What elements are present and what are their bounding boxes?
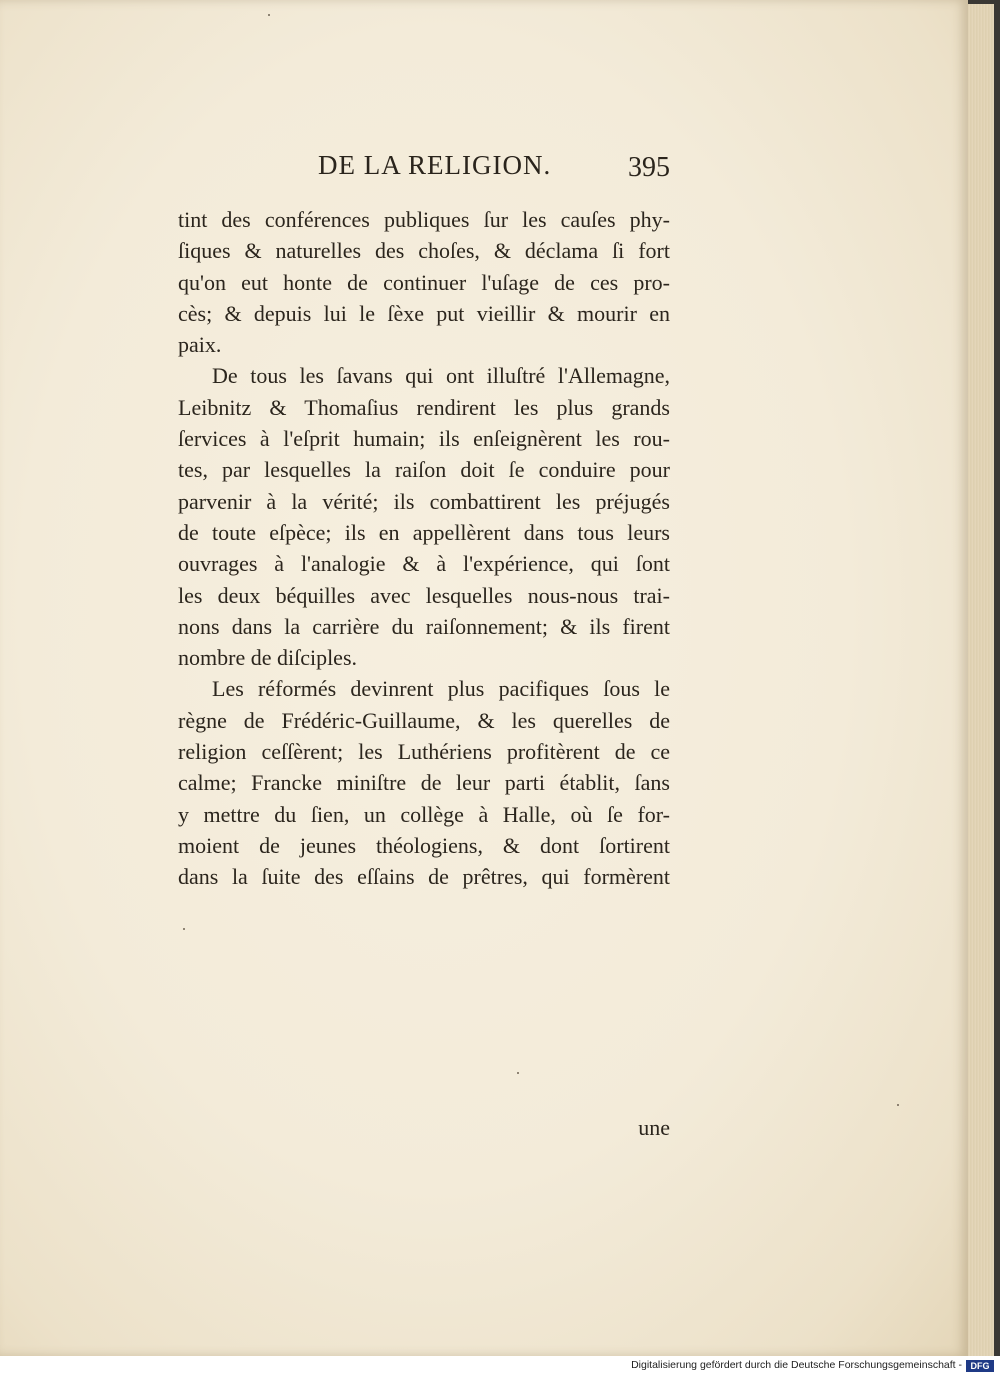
text-line: paix. xyxy=(178,332,222,358)
text-line: ſiques & naturelles des choſes, & déclama ſi fort xyxy=(178,238,670,264)
text-line: moient de jeunes théologiens, & dont ſortirent xyxy=(178,832,670,858)
paragraph xyxy=(178,204,670,360)
running-title: DE LA RELIGION. xyxy=(318,150,552,180)
body-text xyxy=(178,204,670,1140)
text-line: qu'on eut honte de continuer l'uſage de ces pro- xyxy=(178,269,670,295)
page-edges xyxy=(968,4,1000,1356)
dfg-logo: DFG xyxy=(966,1360,994,1372)
text-line: règne de Frédéric-Guillaume, & les querelles de xyxy=(178,707,670,733)
text-line: religion ceſſèrent; les Luthériens profitèrent de ce xyxy=(178,739,670,765)
page-header xyxy=(178,150,670,190)
text-line: ouvrages à l'analogie & à l'expérience, qui ſont xyxy=(178,551,670,577)
text-line: de toute eſpèce; ils en appellèrent dans tous leurs xyxy=(178,519,670,545)
text-line: cès; & depuis lui le ſèxe put vieillir & mourir en xyxy=(178,300,670,326)
text-line: calme; Francke miniſtre de leur parti établit, ſans xyxy=(178,770,670,796)
text-line: nombre de diſciples. xyxy=(178,645,358,671)
text-line: parvenir à la vérité; ils combattirent les préjugés xyxy=(178,488,670,514)
text-line: les deux béquilles avec lesquelles nous-nous trai- xyxy=(178,582,670,608)
paper-speck xyxy=(268,14,270,16)
text-line: nons dans la carrière du raiſonnement; & ils firent xyxy=(178,613,670,639)
text-line: tes, par lesquelles la raiſon doit ſe conduire pour xyxy=(178,457,670,483)
text-line: Les réformés devinrent plus pacifiques ſous le xyxy=(212,676,670,702)
text-line: dans la ſuite des eſſains de prêtres, qui formèrent xyxy=(178,864,670,890)
paragraph xyxy=(178,673,670,892)
digitization-footer xyxy=(0,1356,1000,1376)
paragraph xyxy=(178,360,670,673)
paper-speck xyxy=(517,1072,519,1074)
page-number: 395 xyxy=(628,152,670,183)
text-line: Leibnitz & Thomaſius rendirent les plus grands xyxy=(178,394,670,420)
catchword: une xyxy=(638,1115,670,1140)
text-line: ſervices à l'eſprit humain; ils enſeignèrent les rou- xyxy=(178,426,670,452)
paper-speck xyxy=(897,1104,899,1106)
paper-speck xyxy=(183,928,185,930)
text-line: y mettre du ſien, un collège à Halle, où ſe for- xyxy=(178,801,670,827)
text-line: De tous les ſavans qui ont illuſtré l'Allemagne, xyxy=(212,363,670,389)
funding-credit: Digitalisierung gefördert durch die Deutsche Forschungsgemeinschaft - xyxy=(631,1359,962,1371)
text-line: tint des conférences publiques ſur les cauſes phy- xyxy=(178,207,670,232)
